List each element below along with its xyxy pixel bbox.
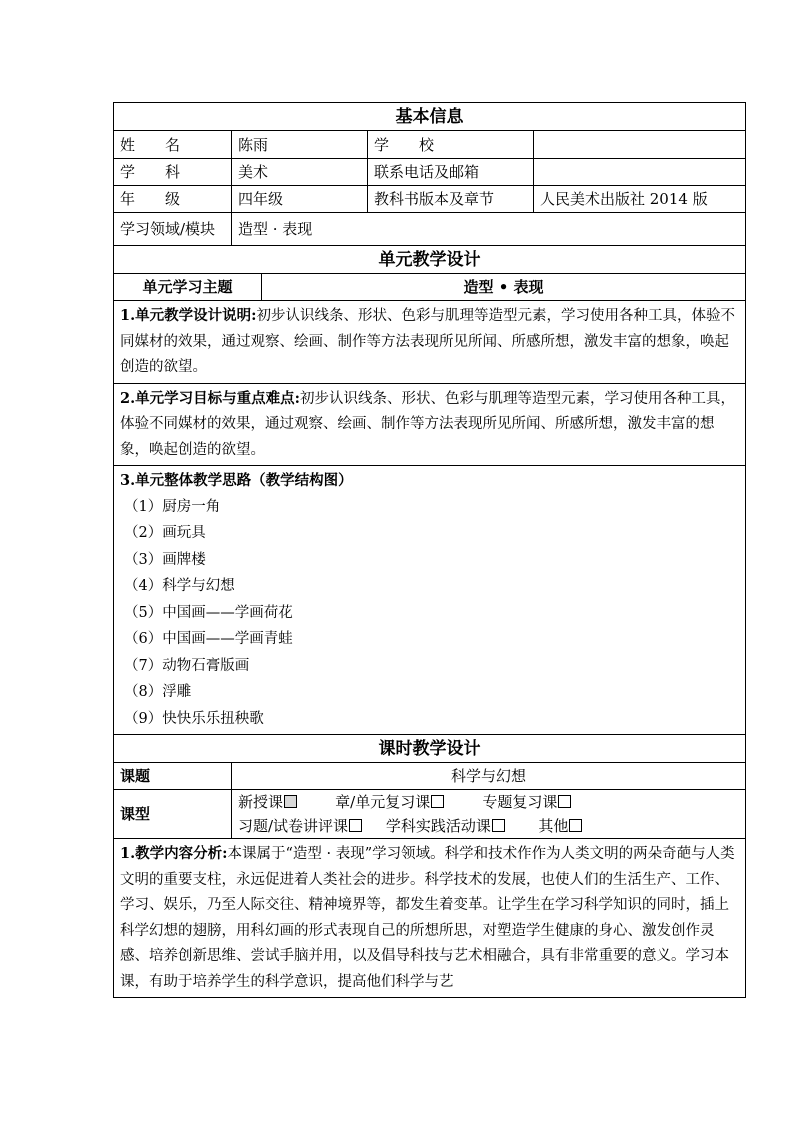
contact-value: [534, 159, 746, 186]
unit-design-header: 单元教学设计: [114, 246, 746, 274]
grade-row: [114, 186, 746, 213]
list-item: （6）中国画——学画青蛙: [124, 631, 293, 647]
unit-theme-row: [114, 274, 746, 301]
field-label: 学习领域/模块: [114, 213, 232, 246]
list-item: （3）画牌楼: [124, 551, 206, 568]
lesson-type-line-1: [238, 790, 739, 814]
edition-value: 人民美术出版社 2014 版: [534, 186, 746, 213]
unit-header-row: [114, 246, 746, 274]
type-review-checkbox[interactable]: [431, 795, 444, 808]
lesson-content-row: [114, 839, 746, 998]
unit-section-3-title: 3.单元整体教学思路（教学结构图）: [120, 472, 353, 489]
list-item: （1）厨房一角: [124, 498, 221, 515]
lesson-topic-label: 课题: [114, 763, 232, 790]
unit-section-2-title: 2.单元学习目标与重点难点:: [120, 389, 300, 407]
lesson-topic-value: 科学与幻想: [232, 763, 746, 790]
lesson-type-row: [114, 790, 746, 839]
list-item: （2）画玩具: [124, 525, 206, 541]
type-review-label: 章/单元复习课: [335, 793, 431, 811]
type-other-label: 其他: [538, 817, 569, 835]
unit-section-1-title: 1.单元教学设计说明:: [120, 307, 257, 324]
unit-section-2-row: [114, 383, 746, 466]
lesson-plan-document: [113, 102, 745, 998]
unit-theme-value: 造型 • 表现: [262, 274, 746, 301]
type-practice-label: 学科实践活动课: [385, 817, 491, 835]
school-value: [534, 131, 746, 159]
edition-label: 教科书版本及章节: [368, 186, 534, 213]
type-practice-checkbox[interactable]: [492, 819, 505, 832]
unit-section-1-row: [114, 301, 746, 384]
grade-label: 年 级: [114, 186, 232, 213]
basic-info-header-row: [114, 103, 746, 131]
list-item: （9）快快乐乐扭秧歌: [124, 710, 264, 727]
list-item: （5）中国画——学画荷花: [124, 604, 293, 621]
unit-section-1-text: 初步认识线条、形状、色彩与肌理等造型元素，学习使用各种工具，体验不同媒材的效果，通过观察、绘画、制作等方法表现所见所闻、所感所想，激发丰富的想象，唤起创造的欲望。: [120, 308, 735, 375]
field-row: [114, 213, 746, 246]
lesson-design-header: 课时教学设计: [114, 735, 746, 763]
type-exercise-label: 习题/试卷讲评课: [238, 817, 349, 835]
unit-section-2-text: 初步认识线条、形状、色彩与肌理等造型元素，学习使用各种工具，体验不同媒材的效果，通过观察、绘画、制作等方法表现所见所闻、所感所想，激发丰富的想象，唤起创造的欲望。: [120, 390, 735, 458]
type-new-checkbox[interactable]: [284, 795, 297, 808]
unit-theme-label: 单元学习主题: [114, 274, 262, 301]
unit-section-3-row: [114, 466, 746, 735]
lesson-content-text: 本课属于“造型 · 表现”学习领域。科学和技术作作为人类文明的两朵奇葩与人类文明的重要支柱，永远促进着人类社会的进步。科学技术的发展，也使人们的生活生产、工作、学习、娱乐，乃至人际交往、精神境界等，都发生着变革。让学生在学习科学知识的同时，插上科学幻想的翅膀，用科幻画的形式表现自己的所想所思，对塑造学生健康的身心、激发创作灵感、培养创新思维、尝试手脑并用，以及倡导科技与艺术相融合，具有非常重要的意义。学习本课，有助于培养学生的科学意识，提高他们科学与艺: [120, 846, 735, 990]
name-value: 陈雨: [232, 131, 368, 159]
unit-section-1: [114, 301, 746, 384]
name-label: 姓 名: [114, 131, 232, 159]
type-exercise-checkbox[interactable]: [349, 819, 362, 832]
unit-section-3: [114, 466, 746, 735]
list-item: （8）浮雕: [124, 684, 192, 700]
type-new-label: 新授课: [238, 793, 284, 811]
subject-value: 美术: [232, 159, 368, 186]
list-item: （4）科学与幻想: [124, 578, 235, 594]
list-item: （7）动物石膏版画: [124, 657, 250, 674]
lesson-plan-table: [113, 102, 746, 998]
lesson-content-analysis: [114, 839, 746, 998]
lesson-type-line-2: [238, 814, 739, 838]
basic-info-header: 基本信息: [114, 103, 746, 131]
subject-label: 学 科: [114, 159, 232, 186]
lesson-content-title: 1.教学内容分析:: [120, 845, 228, 862]
type-special-label: 专题复习课: [482, 793, 558, 811]
type-special-checkbox[interactable]: [558, 795, 571, 808]
name-row: [114, 131, 746, 159]
unit-section-2: [114, 383, 746, 466]
school-label: 学 校: [368, 131, 534, 159]
type-other-checkbox[interactable]: [569, 819, 582, 832]
field-value: 造型 · 表现: [232, 213, 746, 246]
subject-row: [114, 159, 746, 186]
lesson-topic-row: [114, 763, 746, 790]
contact-label: 联系电话及邮箱: [368, 159, 534, 186]
lesson-type-options: [232, 790, 746, 839]
grade-value: 四年级: [232, 186, 368, 213]
lesson-type-label: 课型: [114, 790, 232, 839]
lesson-header-row: [114, 735, 746, 763]
